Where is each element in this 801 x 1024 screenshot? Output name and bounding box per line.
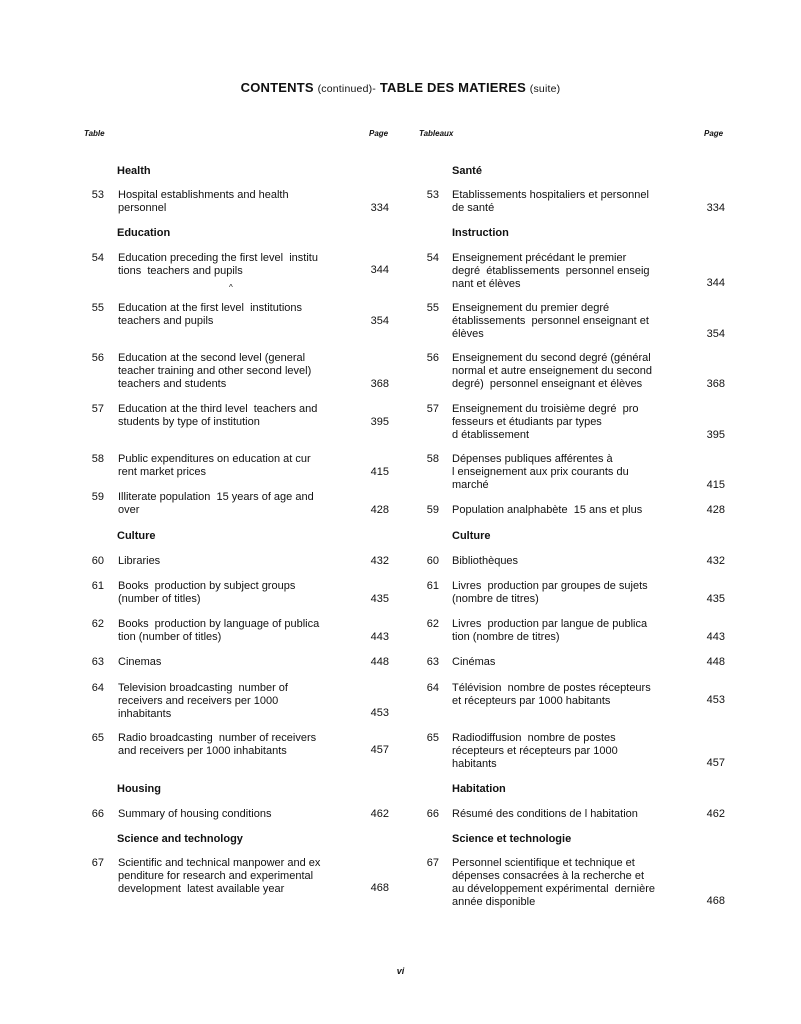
entry-page: 368 bbox=[370, 378, 389, 390]
entry-title: Livres production par langue de publica tion (nombre de titres) bbox=[452, 618, 648, 643]
title-continued: (continued)- bbox=[317, 83, 377, 95]
entry-page: 457 bbox=[706, 757, 725, 769]
entry-title: Scientific and technical manpower and ex penditure for research and experimental development latest available year bbox=[118, 857, 321, 895]
section-science-en: Science and technology bbox=[117, 833, 243, 845]
entry-number: 57 bbox=[91, 403, 104, 415]
entry-page: 354 bbox=[706, 328, 725, 340]
entry-number: 62 bbox=[91, 618, 104, 630]
entry-title: Radiodiffusion nombre de postes récepteurs et récepteurs par 1000 habitants bbox=[452, 732, 618, 770]
entry-title: Personnel scientifique et technique et dépenses consacrées à la recherche et au développement expérimental dernière année disponible bbox=[452, 857, 656, 908]
entry-number: 53 bbox=[426, 189, 439, 201]
entry-page: 448 bbox=[370, 656, 389, 668]
entry-page: 453 bbox=[706, 694, 725, 706]
entry-number: 64 bbox=[426, 682, 439, 694]
entry-page: 443 bbox=[370, 631, 389, 643]
entry-number: 55 bbox=[426, 302, 439, 314]
entry-number: 63 bbox=[426, 656, 439, 668]
entry-title: Radio broadcasting number of receivers and receivers per 1000 inhabitants bbox=[118, 732, 317, 757]
entry-number: 59 bbox=[426, 504, 439, 516]
entry-title: Population analphabète 15 ans et plus bbox=[452, 504, 643, 516]
title-contents: CONTENTS bbox=[240, 80, 314, 95]
entry-page: 457 bbox=[370, 744, 389, 756]
entry-number: 60 bbox=[91, 555, 104, 567]
entry-page: 432 bbox=[706, 555, 725, 567]
entry-number: 66 bbox=[91, 808, 104, 820]
entry-number: 67 bbox=[91, 857, 104, 869]
entry-number: 65 bbox=[91, 732, 104, 744]
entry-page: 395 bbox=[370, 416, 389, 428]
entry-page: 462 bbox=[706, 808, 725, 820]
entry-title: Libraries bbox=[118, 555, 161, 567]
page-number: vi bbox=[396, 966, 405, 976]
entry-title: Television broadcasting number of receivers and receivers per 1000 inhabitants bbox=[118, 682, 288, 720]
entry-number: 61 bbox=[426, 580, 439, 592]
entry-page: 334 bbox=[706, 202, 725, 214]
entry-page: 354 bbox=[370, 315, 389, 327]
entry-number: 64 bbox=[91, 682, 104, 694]
caret-mark: ^ bbox=[229, 283, 233, 292]
entry-page: 428 bbox=[706, 504, 725, 516]
column-header-table: Table bbox=[84, 129, 105, 138]
section-housing-fr: Habitation bbox=[452, 783, 506, 795]
section-culture-fr: Culture bbox=[452, 530, 491, 542]
section-education-fr: Instruction bbox=[452, 227, 509, 239]
entry-title: Résumé des conditions de l habitation bbox=[452, 808, 638, 820]
entry-number: 54 bbox=[91, 252, 104, 264]
column-header-page-right: Page bbox=[704, 129, 724, 138]
entry-page: 344 bbox=[370, 264, 389, 276]
entry-title: Dépenses publiques afférentes à l enseignement aux prix courants du marché bbox=[452, 453, 629, 491]
entry-number: 53 bbox=[91, 189, 104, 201]
entry-page: 334 bbox=[370, 202, 389, 214]
entry-page: 462 bbox=[370, 808, 389, 820]
entry-number: 66 bbox=[426, 808, 439, 820]
column-header-tableaux: Tableaux bbox=[419, 129, 454, 138]
entry-number: 56 bbox=[91, 352, 104, 364]
entry-title: Illiterate population 15 years of age and over bbox=[118, 491, 314, 516]
column-header-page-left: Page bbox=[369, 129, 389, 138]
entry-number: 58 bbox=[91, 453, 104, 465]
section-health-fr: Santé bbox=[452, 165, 482, 177]
entry-title: Enseignement du premier degré établissements personnel enseignant et élèves bbox=[452, 302, 649, 340]
section-science-fr: Science et technologie bbox=[452, 833, 572, 845]
entry-page: 415 bbox=[370, 466, 389, 478]
entry-page: 435 bbox=[370, 593, 389, 605]
entry-title: Enseignement du troisième degré pro fesseurs et étudiants par types d établissement bbox=[452, 403, 639, 441]
entry-number: 56 bbox=[426, 352, 439, 364]
entry-number: 55 bbox=[91, 302, 104, 314]
entry-title: Hospital establishments and health personnel bbox=[118, 189, 289, 214]
entry-number: 59 bbox=[91, 491, 104, 503]
entry-title: Livres production par groupes de sujets (nombre de titres) bbox=[452, 580, 648, 605]
entry-title: Enseignement précédant le premier degré établissements personnel enseig nant et élèves bbox=[452, 252, 650, 290]
entry-page: 368 bbox=[706, 378, 725, 390]
entry-title: Bibliothèques bbox=[452, 555, 519, 567]
entry-title: Books production by language of publica tion (number of titles) bbox=[118, 618, 320, 643]
entry-title: Summary of housing conditions bbox=[118, 808, 272, 820]
entry-page: 415 bbox=[706, 479, 725, 491]
page-title bbox=[0, 80, 801, 95]
title-suite: (suite) bbox=[529, 83, 561, 95]
entry-title: Cinémas bbox=[452, 656, 496, 668]
entry-page: 448 bbox=[706, 656, 725, 668]
entry-page: 432 bbox=[370, 555, 389, 567]
entry-title: Education preceding the first level institu tions teachers and pupils bbox=[118, 252, 318, 277]
entry-page: 395 bbox=[706, 429, 725, 441]
entry-number: 60 bbox=[426, 555, 439, 567]
entry-number: 67 bbox=[426, 857, 439, 869]
entry-number: 65 bbox=[426, 732, 439, 744]
entry-title: Education at the third level teachers and students by type of institution bbox=[118, 403, 318, 428]
entry-title: Enseignement du second degré (général normal et autre enseignement du second degré) personnel enseignant et élèves bbox=[452, 352, 652, 390]
entry-page: 443 bbox=[706, 631, 725, 643]
entry-title: Books production by subject groups (number of titles) bbox=[118, 580, 296, 605]
entry-page: 435 bbox=[706, 593, 725, 605]
section-education-en: Education bbox=[117, 227, 171, 239]
entry-number: 62 bbox=[426, 618, 439, 630]
entry-number: 57 bbox=[426, 403, 439, 415]
entry-page: 344 bbox=[706, 277, 725, 289]
entry-number: 58 bbox=[426, 453, 439, 465]
entry-title: Cinemas bbox=[118, 656, 162, 668]
entry-number: 61 bbox=[91, 580, 104, 592]
section-culture-en: Culture bbox=[117, 530, 156, 542]
entry-title: Télévision nombre de postes récepteurs et récepteurs par 1000 habitants bbox=[452, 682, 651, 707]
entry-title: Education at the first level institutions teachers and pupils bbox=[118, 302, 303, 327]
entry-page: 468 bbox=[370, 882, 389, 894]
entry-title: Education at the second level (general teacher training and other second level) teachers and students bbox=[118, 352, 312, 390]
section-housing-en: Housing bbox=[117, 783, 161, 795]
entry-number: 54 bbox=[426, 252, 439, 264]
entry-number: 63 bbox=[91, 656, 104, 668]
entry-page: 468 bbox=[706, 895, 725, 907]
entry-title: Etablissements hospitaliers et personnel de santé bbox=[452, 189, 649, 214]
section-health-en: Health bbox=[117, 165, 151, 177]
entry-page: 428 bbox=[370, 504, 389, 516]
entry-title: Public expenditures on education at cur rent market prices bbox=[118, 453, 311, 478]
entry-page: 453 bbox=[370, 707, 389, 719]
title-table-des-matieres: TABLE DES MATIERES bbox=[379, 80, 526, 95]
